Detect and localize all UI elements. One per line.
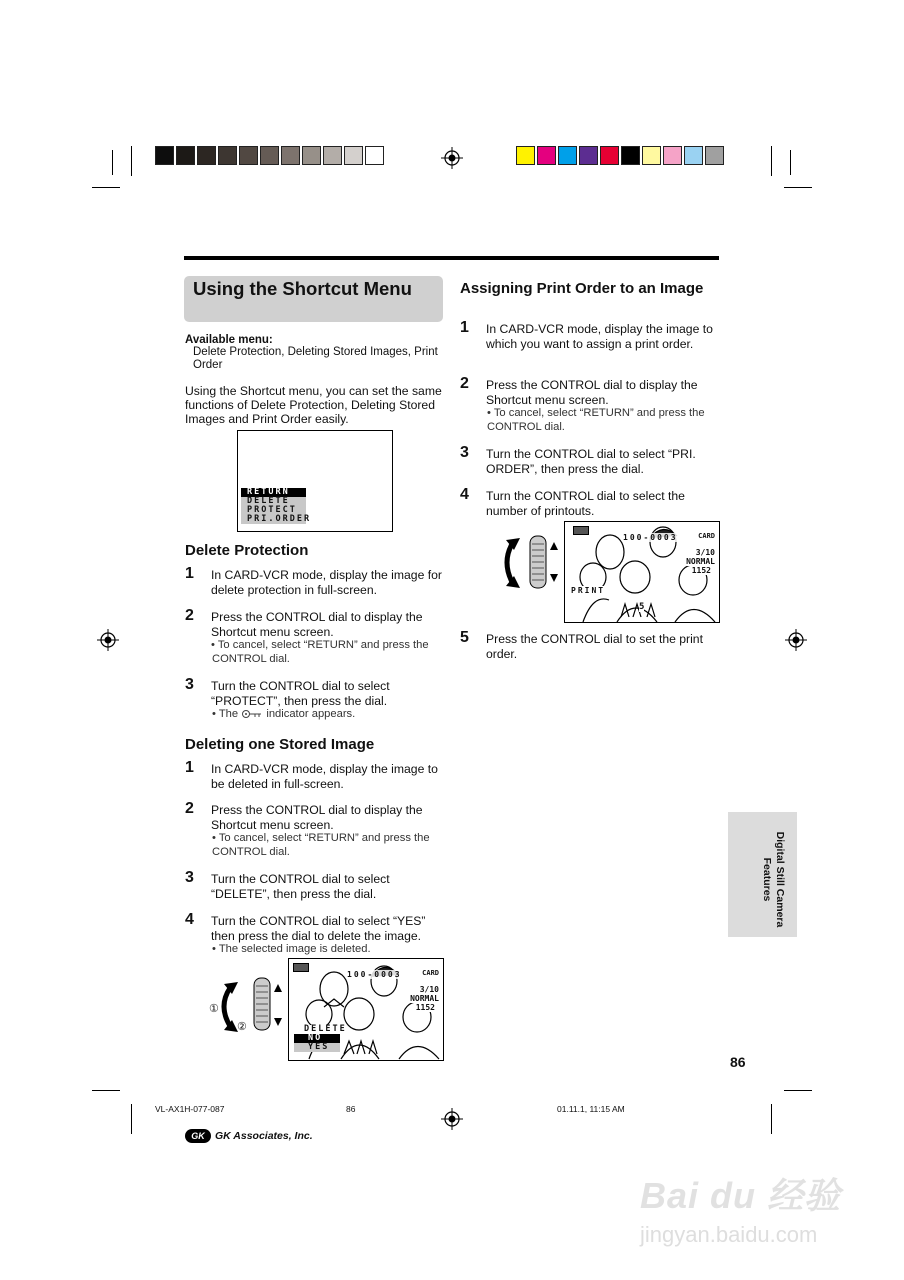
battery-icon [573, 526, 589, 535]
delete-menu [294, 1024, 347, 1052]
calibration-swatch [600, 146, 619, 165]
company-logo: GK [185, 1129, 211, 1143]
menu-item-pri-order: PRI.ORDER [247, 514, 312, 524]
calibration-swatch [516, 146, 535, 165]
registration-mark-icon [441, 147, 463, 169]
section-title-box [184, 276, 443, 322]
registration-mark-icon [97, 629, 119, 651]
file-number: 100-0003 [347, 970, 402, 979]
step-text: Press the CONTROL dial to set the print order. [486, 632, 703, 661]
print-count-value: 5 [639, 602, 645, 612]
step-text: Turn the CONTROL dial to select “PRI. ORDER”, then press the dial. [486, 447, 696, 476]
dial-step-1-label: ① [209, 1003, 219, 1015]
calibration-swatch [621, 146, 640, 165]
step-text: Press the CONTROL dial to display the Shortcut menu screen. [211, 610, 423, 639]
delete-screen [288, 958, 444, 1061]
delete-menu-title: DELETE [294, 1025, 340, 1034]
footer-date: 01.11.1, 11:15 AM [557, 1104, 625, 1114]
calibration-swatch [663, 146, 682, 165]
chapter-side-tab-label: Digital Still Camera Features [761, 831, 786, 928]
calibration-swatch [558, 146, 577, 165]
step-note: • To cancel, select “RETURN” and press the CONTROL dial. [487, 407, 705, 433]
available-menu-label: Available menu: [185, 334, 273, 346]
dial-step-2-label: ② [237, 1021, 247, 1033]
section-title: Using the Shortcut Menu [193, 278, 412, 299]
delete-option-no: NO [294, 1034, 340, 1043]
menu-item-delete: DELETE [247, 496, 290, 506]
card-indicator: CARD [698, 532, 715, 540]
calibration-swatch [537, 146, 556, 165]
quality-indicator: NORMAL [410, 994, 439, 1003]
print-order-heading: Assigning Print Order to an Image [460, 280, 704, 297]
card-indicator: CARD [422, 969, 439, 977]
step-text: In CARD-VCR mode, display the image for delete protection in full-screen. [211, 568, 442, 597]
shortcut-menu-screen [237, 430, 393, 532]
step-number: 2 [460, 375, 469, 392]
calibration-swatch [197, 146, 216, 165]
calibration-swatch [260, 146, 279, 165]
step-number: 1 [460, 319, 469, 336]
delete-option-yes: YES [294, 1043, 340, 1052]
calibration-swatch [155, 146, 174, 165]
footer-doc-code: VL-AX1H-077-087 [155, 1104, 225, 1114]
page-number: 86 [730, 1054, 746, 1070]
step-text: Turn the CONTROL dial to select “DELETE”, then press the dial. [211, 872, 390, 901]
file-number: 100-0003 [623, 533, 678, 542]
step-note: • To cancel, select “RETURN” and press the CONTROL dial. [211, 639, 429, 665]
battery-icon [293, 963, 309, 972]
control-dial-illustration [498, 530, 562, 594]
calibration-swatch [684, 146, 703, 165]
company-name: GK Associates, Inc. [215, 1130, 313, 1142]
registration-mark-icon [441, 1108, 463, 1130]
size-indicator: 1152 [691, 566, 711, 575]
calibration-swatch [642, 146, 661, 165]
calibration-swatch [218, 146, 237, 165]
calibration-swatch [579, 146, 598, 165]
size-indicator: 1152 [415, 1003, 435, 1012]
calibration-swatch [176, 146, 195, 165]
step-note: • To cancel, select “RETURN” and press the CONTROL dial. [212, 832, 430, 858]
menu-item-protect: PROTECT [247, 505, 297, 515]
step-number: 5 [460, 629, 469, 646]
step-text: Press the CONTROL dial to display the Shortcut menu screen. [486, 378, 698, 407]
registration-mark-icon [785, 629, 807, 651]
image-count: 3/10 [419, 985, 439, 994]
step-text: Turn the CONTROL dial to select the number of printouts. [486, 489, 685, 518]
watermark-url: jingyan.baidu.com [640, 1222, 818, 1247]
chapter-side-tab [728, 812, 797, 937]
protect-key-icon [241, 709, 263, 719]
step-text: Turn the CONTROL dial to select “YES” then press the dial to delete the image. [211, 914, 426, 943]
step-text: Turn the CONTROL dial to select “PROTECT”, then press the dial. [211, 679, 390, 708]
step-number: 4 [185, 911, 194, 928]
watermark-brand: Bai du 经验 [640, 1175, 842, 1216]
calibration-swatch [239, 146, 258, 165]
quality-indicator: NORMAL [686, 557, 715, 566]
print-label: PRINT [571, 586, 606, 595]
calibration-swatch [323, 146, 342, 165]
print-order-screen [564, 521, 720, 623]
step-number: 4 [460, 486, 469, 503]
header-rule [184, 256, 719, 260]
step-number: 3 [185, 676, 194, 693]
calibration-swatch [302, 146, 321, 165]
available-menu-items: Delete Protection, Deleting Stored Images, Print Order [193, 346, 438, 371]
calibration-swatch [344, 146, 363, 165]
calibration-swatch [365, 146, 384, 165]
step-number: 3 [460, 444, 469, 461]
intro-text: Using the Shortcut menu, you can set the same functions of Delete Protection, Deleting Stored Images and Print Order easily. [185, 384, 442, 426]
step-note: • The indicator appears. [212, 708, 356, 720]
step-number: 1 [185, 565, 194, 582]
step-number: 2 [185, 800, 194, 817]
step-text: In CARD-VCR mode, display the image to which you want to assign a print order. [486, 322, 713, 351]
deleting-image-heading: Deleting one Stored Image [185, 736, 375, 753]
calibration-swatch [705, 146, 724, 165]
step-text: In CARD-VCR mode, display the image to be deleted in full-screen. [211, 762, 438, 791]
image-count: 3/10 [695, 548, 715, 557]
step-text: Press the CONTROL dial to display the Shortcut menu screen. [211, 803, 423, 832]
step-number: 3 [185, 869, 194, 886]
step-number: 2 [185, 607, 194, 624]
menu-item-return: RETURN [241, 488, 306, 497]
footer-page: 86 [346, 1104, 356, 1114]
calibration-swatch [281, 146, 300, 165]
delete-protection-heading: Delete Protection [185, 542, 309, 559]
step-number: 1 [185, 759, 194, 776]
step-note: • The selected image is deleted. [212, 943, 371, 955]
